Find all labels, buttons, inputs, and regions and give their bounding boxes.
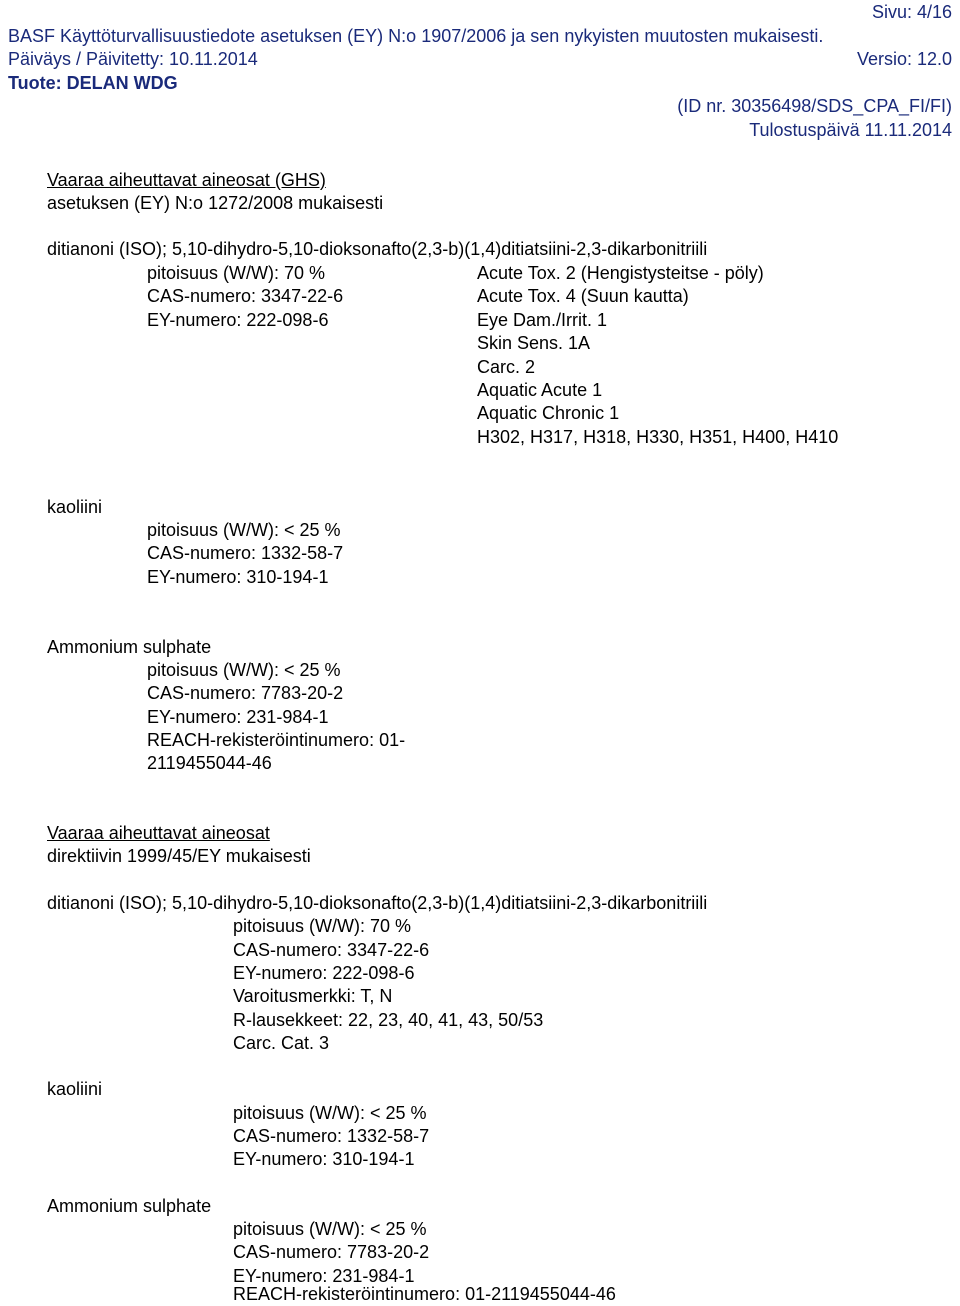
ghs-ammonium-reach-2: 2119455044-46 xyxy=(147,753,272,773)
directive-dithianon-cas: CAS-numero: 3347-22-6 xyxy=(233,940,430,960)
ghs-ammonium-ec: EY-numero: 231-984-1 xyxy=(147,707,329,727)
ghs-dithianon-concentration: pitoisuus (W/W): 70 % xyxy=(147,263,326,283)
print-date: Tulostuspäivä 11.11.2014 xyxy=(749,120,952,140)
ghs-class-6: Aquatic Acute 1 xyxy=(477,380,603,400)
ghs-ammonium-name: Ammonium sulphate xyxy=(47,637,212,657)
directive-dithianon-symbols: Varoitusmerkki: T, N xyxy=(233,986,393,1006)
ghs-dithianon-cas: CAS-numero: 3347-22-6 xyxy=(147,286,344,306)
ghs-dithianon-name: ditianoni (ISO); 5,10-dihydro-5,10-dioksonafto(2,3-b)(1,4)ditiatsiini-2,3-dikarbonitriili xyxy=(47,239,708,259)
ghs-class-5: Carc. 2 xyxy=(477,357,536,377)
date-line: Päiväys / Päivitetty: 10.11.2014 xyxy=(8,49,258,69)
directive-section-title: Vaaraa aiheuttavat aineosat xyxy=(47,823,270,843)
ghs-class-7: Aquatic Chronic 1 xyxy=(477,403,620,423)
directive-kaolin-cas: CAS-numero: 1332-58-7 xyxy=(233,1126,430,1146)
ghs-class-1: Acute Tox. 2 (Hengistysteitse - pöly) xyxy=(477,263,764,283)
ghs-kaolin-cas: CAS-numero: 1332-58-7 xyxy=(147,543,344,563)
directive-ammonium-name: Ammonium sulphate xyxy=(47,1196,212,1216)
directive-ammonium-reach: REACH-rekisteröintinumero: 01-2119455044-46 xyxy=(233,1284,616,1304)
directive-kaolin-concentration: pitoisuus (W/W): < 25 % xyxy=(233,1103,427,1123)
directive-section-subtitle: direktiivin 1999/45/EY mukaisesti xyxy=(47,846,311,866)
ghs-h-statements: H302, H317, H318, H330, H351, H400, H410 xyxy=(477,427,839,447)
ghs-section-subtitle: asetuksen (EY) N:o 1272/2008 mukaisesti xyxy=(47,193,384,213)
product-line xyxy=(8,72,178,95)
directive-kaolin-ec: EY-numero: 310-194-1 xyxy=(233,1149,415,1169)
directive-dithianon-carc: Carc. Cat. 3 xyxy=(233,1033,330,1053)
directive-kaolin-name: kaoliini xyxy=(47,1079,103,1099)
ghs-kaolin-concentration: pitoisuus (W/W): < 25 % xyxy=(147,520,341,540)
ghs-section-title: Vaaraa aiheuttavat aineosat (GHS) xyxy=(47,170,326,190)
version-line: Versio: 12.0 xyxy=(856,49,952,69)
directive-ammonium-ec: EY-numero: 231-984-1 xyxy=(233,1266,415,1286)
ghs-dithianon-ec: EY-numero: 222-098-6 xyxy=(147,310,329,330)
ghs-class-3: Eye Dam./Irrit. 1 xyxy=(477,310,608,330)
ghs-kaolin-name: kaoliini xyxy=(47,497,103,517)
ghs-class-4: Skin Sens. 1A xyxy=(477,333,591,353)
regulation-line: BASF Käyttöturvallisuustiedote asetuksen (EY) N:o 1907/2006 ja sen nykyisten muutosten mukaisesti. xyxy=(8,26,824,46)
product-name: DELAN WDG xyxy=(66,73,178,93)
directive-dithianon-r-phrases: R-lausekkeet: 22, 23, 40, 41, 43, 50/53 xyxy=(233,1010,544,1030)
directive-dithianon-concentration: pitoisuus (W/W): 70 % xyxy=(233,916,412,936)
page-number: Sivu: 4/16 xyxy=(871,2,952,22)
directive-ammonium-cas: CAS-numero: 7783-20-2 xyxy=(233,1242,430,1262)
directive-dithianon-ec: EY-numero: 222-098-6 xyxy=(233,963,415,983)
ghs-kaolin-ec: EY-numero: 310-194-1 xyxy=(147,567,329,587)
directive-dithianon-name: ditianoni (ISO); 5,10-dihydro-5,10-dioksonafto(2,3-b)(1,4)ditiatsiini-2,3-dikarbonitriili xyxy=(47,893,708,913)
ghs-ammonium-reach-1: REACH-rekisteröintinumero: 01- xyxy=(147,730,406,750)
directive-ammonium-concentration: pitoisuus (W/W): < 25 % xyxy=(233,1219,427,1239)
ghs-ammonium-concentration: pitoisuus (W/W): < 25 % xyxy=(147,660,341,680)
product-label: Tuote: xyxy=(8,73,62,93)
sds-id: (ID nr. 30356498/SDS_CPA_FI/FI) xyxy=(677,96,952,116)
ghs-class-2: Acute Tox. 4 (Suun kautta) xyxy=(477,286,689,306)
ghs-ammonium-cas: CAS-numero: 7783-20-2 xyxy=(147,683,344,703)
